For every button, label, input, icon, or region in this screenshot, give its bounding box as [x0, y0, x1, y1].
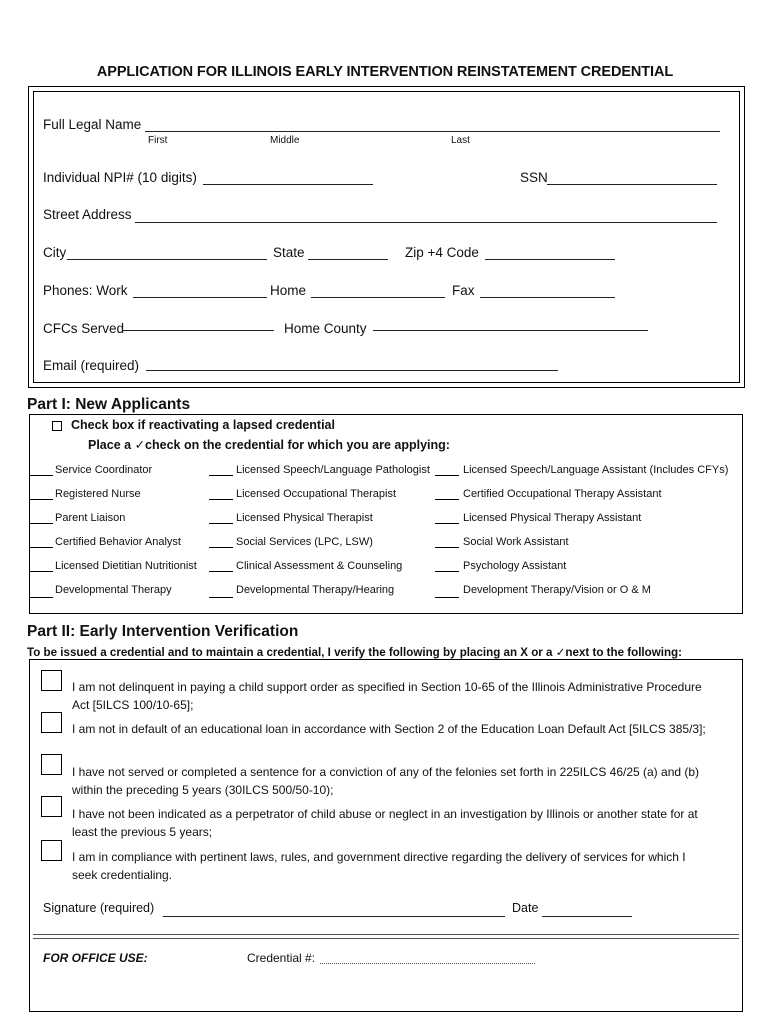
date-label: Date	[512, 901, 539, 915]
office-use-label: FOR OFFICE USE:	[43, 951, 148, 965]
credential-option: Parent Liaison	[55, 512, 126, 524]
credential-blank[interactable]	[435, 475, 459, 476]
ssn-label: SSN	[520, 170, 548, 185]
credential-blank[interactable]	[435, 597, 459, 598]
phone-home-label: Home	[270, 283, 307, 298]
credential-blank[interactable]	[435, 523, 459, 524]
credential-blank[interactable]	[29, 571, 53, 572]
credential-option: Clinical Assessment & Counseling	[236, 560, 403, 572]
part2-instruction: To be issued a credential and to maintain a credential, I verify the following by placing an X or a ✓next to the following:	[27, 646, 682, 659]
credential-blank[interactable]	[209, 499, 233, 500]
verify-checkbox[interactable]	[41, 796, 62, 817]
verify-checkbox[interactable]	[41, 712, 62, 733]
credential-option: Licensed Dietitian Nutritionist	[55, 560, 197, 572]
verify-checkbox[interactable]	[41, 754, 62, 775]
email-field[interactable]	[146, 370, 558, 371]
reactivate-checkbox[interactable]	[52, 421, 62, 431]
office-divider	[33, 934, 739, 935]
city-field[interactable]	[67, 259, 267, 260]
credential-blank[interactable]	[435, 499, 459, 500]
credential-blank[interactable]	[29, 597, 53, 598]
credential-blank[interactable]	[29, 523, 53, 524]
zip-field[interactable]	[485, 259, 615, 260]
first-name-caption: First	[148, 135, 168, 146]
city-label: City	[43, 245, 67, 260]
credential-blank[interactable]	[209, 475, 233, 476]
credential-blank[interactable]	[209, 547, 233, 548]
credential-option: Certified Occupational Therapy Assistant	[463, 488, 662, 500]
verify-statement: I am in compliance with pertinent laws, rules, and government directive regarding the delivery of services for which I seek credentialing.	[72, 850, 686, 882]
phone-work-field[interactable]	[133, 297, 267, 298]
last-name-caption: Last	[451, 135, 470, 146]
credential-option: Psychology Assistant	[463, 560, 567, 572]
reactivate-label: Check box if reactivating a lapsed credential	[71, 418, 335, 432]
phone-work-label: Phones: Work	[43, 283, 128, 298]
full-name-field[interactable]	[145, 131, 720, 132]
part2-heading: Part II: Early Intervention Verification	[27, 623, 299, 640]
credential-option: Certified Behavior Analyst	[55, 536, 181, 548]
credential-blank[interactable]	[209, 597, 233, 598]
contact-box	[33, 91, 740, 383]
ssn-field[interactable]	[547, 184, 717, 185]
credential-option: Licensed Occupational Therapist	[236, 488, 397, 500]
cfcs-served-field[interactable]	[122, 330, 274, 331]
credential-option: Registered Nurse	[55, 488, 141, 500]
credential-option: Licensed Physical Therapist	[236, 512, 373, 524]
date-field[interactable]	[542, 916, 632, 917]
phone-home-field[interactable]	[311, 297, 445, 298]
credential-number-label: Credential #:	[247, 951, 316, 965]
middle-name-caption: Middle	[270, 135, 300, 146]
street-address-label: Street Address	[43, 207, 132, 222]
credential-option: Service Coordinator	[55, 464, 153, 476]
credential-option: Social Work Assistant	[463, 536, 569, 548]
credential-option: Developmental Therapy	[55, 584, 172, 596]
zip-label: Zip +4 Code	[405, 245, 479, 260]
credential-option: Development Therapy/Vision or O & M	[463, 584, 651, 596]
verify-statement: I am not in default of an educational loan in accordance with Section 2 of the Education Loan Default Act [5ILCS 385/3];	[72, 722, 706, 736]
full-name-label: Full Legal Name	[43, 117, 142, 132]
credential-blank[interactable]	[29, 499, 53, 500]
home-county-field[interactable]	[373, 330, 648, 331]
signature-field[interactable]	[163, 916, 505, 917]
credential-option: Developmental Therapy/Hearing	[236, 584, 395, 596]
credential-blank[interactable]	[29, 547, 53, 548]
state-label: State	[273, 245, 305, 260]
signature-label: Signature (required)	[43, 901, 155, 915]
email-label: Email (required)	[43, 358, 140, 373]
verify-statement: I have not been indicated as a perpetrator of child abuse or neglect in an investigation by Illinois or another state for at least the previous 5 years;	[72, 807, 698, 839]
verify-statement: I have not served or completed a sentence for a conviction of any of the felonies set forth in 225ILCS 46/25 (a) and (b) within the preceding 5 years (30ILCS 500/50-10);	[72, 765, 700, 797]
part1-heading: Part I: New Applicants	[27, 396, 191, 413]
verify-checkbox[interactable]	[41, 670, 62, 691]
credential-blank[interactable]	[209, 523, 233, 524]
npi-field[interactable]	[203, 184, 373, 185]
credential-option: Licensed Speech/Language Assistant (Includes CFYs)	[463, 464, 729, 476]
verify-statement: I am not delinquent in paying a child support order as specified in Section 10-65 of the Illinois Administrative Procedure Act [5ILCS 100/10-65];	[72, 680, 702, 712]
fax-field[interactable]	[480, 297, 615, 298]
verify-checkbox[interactable]	[41, 840, 62, 861]
fax-label: Fax	[452, 283, 475, 298]
npi-label: Individual NPI# (10 digits)	[43, 170, 197, 185]
credential-blank[interactable]	[435, 547, 459, 548]
home-county-label: Home County	[284, 321, 367, 336]
state-field[interactable]	[308, 259, 388, 260]
credential-option: Licensed Speech/Language Pathologist	[236, 464, 430, 476]
credential-option: Social Services (LPC, LSW)	[236, 536, 373, 548]
street-address-field[interactable]	[135, 222, 717, 223]
credential-option: Licensed Physical Therapy Assistant	[463, 512, 642, 524]
form-title: APPLICATION FOR ILLINOIS EARLY INTERVENTION REINSTATEMENT CREDENTIAL	[96, 64, 674, 80]
credential-number-field[interactable]	[320, 963, 535, 964]
part1-instruction: Place a ✓check on the credential for which you are applying:	[88, 438, 450, 452]
cfcs-served-label: CFCs Served	[43, 321, 125, 336]
credential-blank[interactable]	[29, 475, 53, 476]
office-divider	[33, 938, 739, 939]
credential-blank[interactable]	[435, 571, 459, 572]
credential-blank[interactable]	[209, 571, 233, 572]
